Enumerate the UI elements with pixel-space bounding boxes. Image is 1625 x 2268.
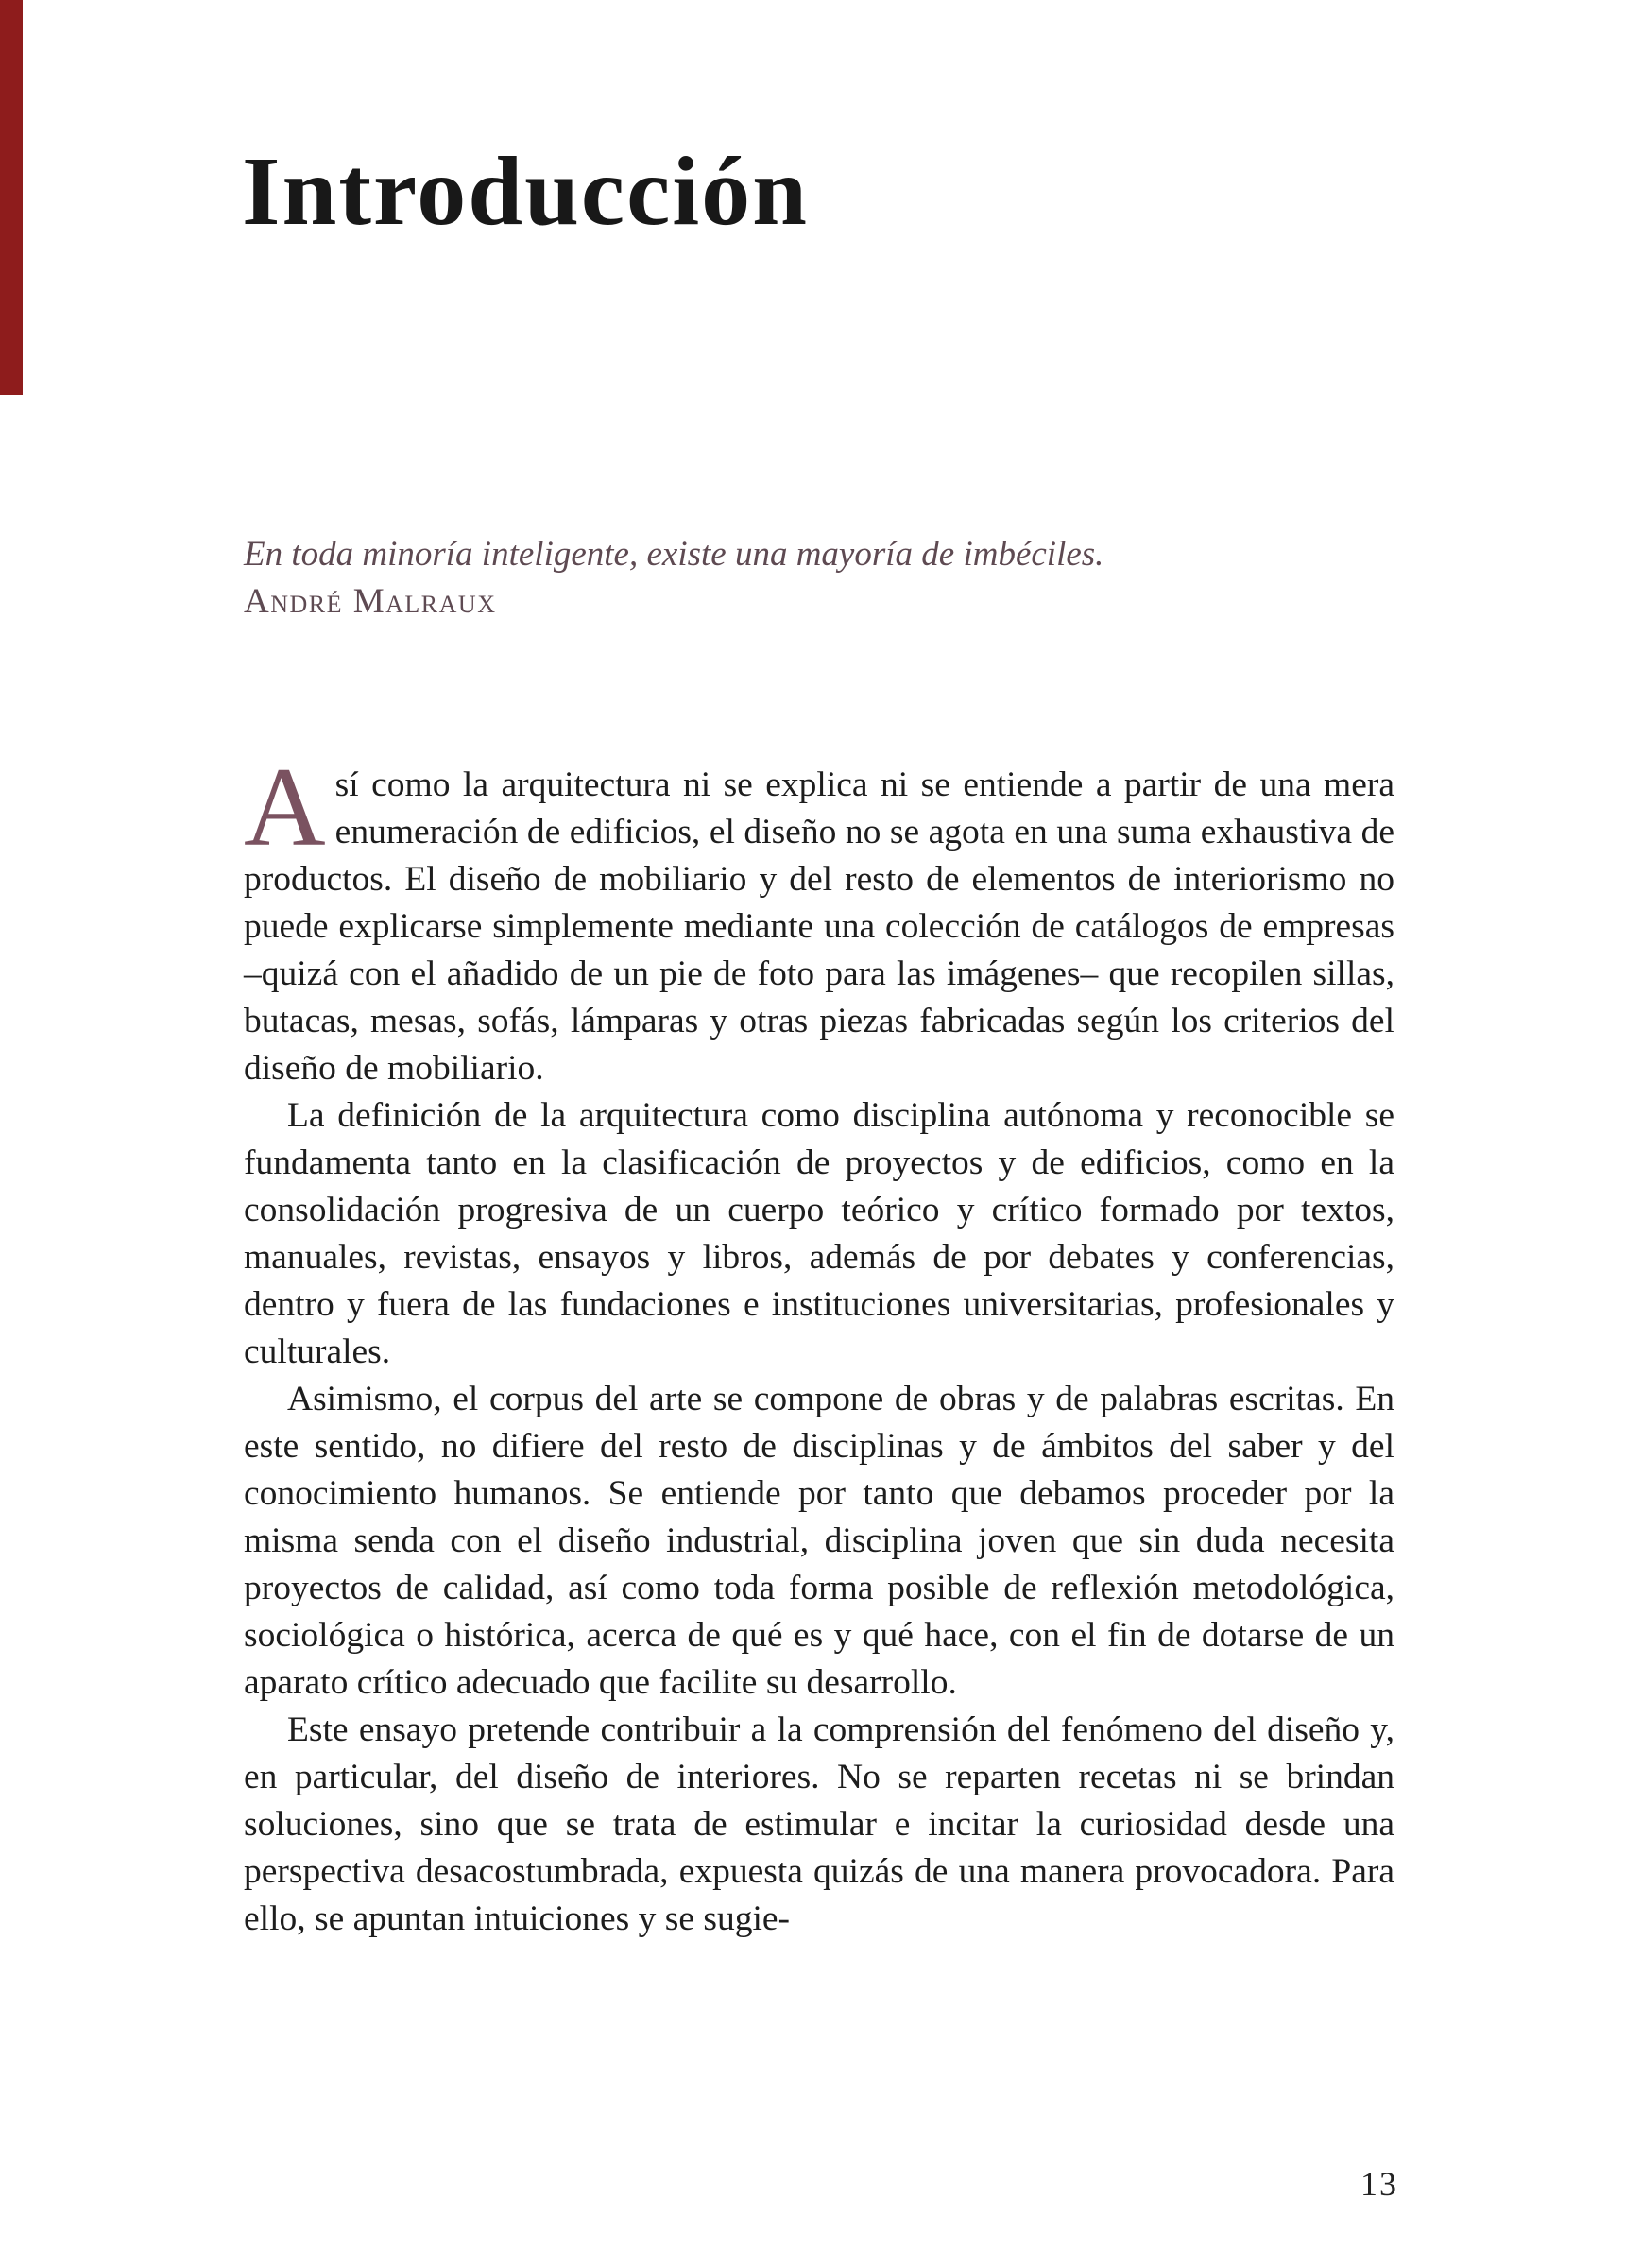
epigraph-attribution: André Malraux [244,582,497,621]
chapter-title: Introducción [242,137,809,246]
paragraph-3: Asimismo, el corpus del arte se compone de obras y de palabras escritas. En este sentido, no difiere del resto de disciplinas y de ámbitos del saber y del conocimiento humanos. Se entiende por tanto que debamos proceder por la misma senda con el diseño industrial, disciplina joven que sin duda necesita proyectos de calidad, así como toda forma posible de reflexión metodológica, sociológica o histórica, acerca de qué es y qué hace, con el fin de dotarse de un aparato crítico adecuado que facilite su desarrollo. [244,1380,1394,1702]
paragraph-1-text: sí como la arquitectura ni se explica ni se entiende a partir de una mera enumeración de edificios, el diseño no se agota en una suma exhaustiva de productos. El diseño de mobiliario y del resto de elementos de interiorismo no puede explicarse simplemente mediante una colección de catálogos de empresas –quizá con el añadido de un pie de foto para las imágenes– que recopilen sillas, butacas, mesas, sofás, lámparas y otras piezas fabricadas según los criterios del diseño de mobiliario. [244,765,1394,1088]
epigraph-quote: En toda minoría inteligente, existe una mayoría de imbéciles. [244,535,1104,574]
paragraph-2: La definición de la arquitectura como disciplina autónoma y reconocible se fundamenta tanto en la clasificación de proyectos y de edificios, como en la consolidación progresiva de un cuerpo teórico y crítico formado por textos, manuales, revistas, ensayos y libros, además de por debates y conferencias, dentro y fuera de las fundaciones e instituciones universitarias, profesionales y culturales. [244,1096,1394,1371]
paragraph-4: Este ensayo pretende contribuir a la comprensión del fenómeno del diseño y, en particular, del diseño de interiores. No se reparten recetas ni se brindan soluciones, sino que se trata de estimular e incitar la curiosidad desde una perspectiva desacostumbrada, expuesta quizás de una manera provocadora. Para ello, se apuntan intuiciones y se sugie- [244,1710,1394,1938]
page-number: 13 [1360,2165,1398,2203]
epigraph [244,531,1396,626]
bookmark-ribbon [0,0,23,395]
paragraph-1 [244,744,1394,1092]
body-text [244,744,1394,1943]
drop-cap: A [244,744,326,869]
